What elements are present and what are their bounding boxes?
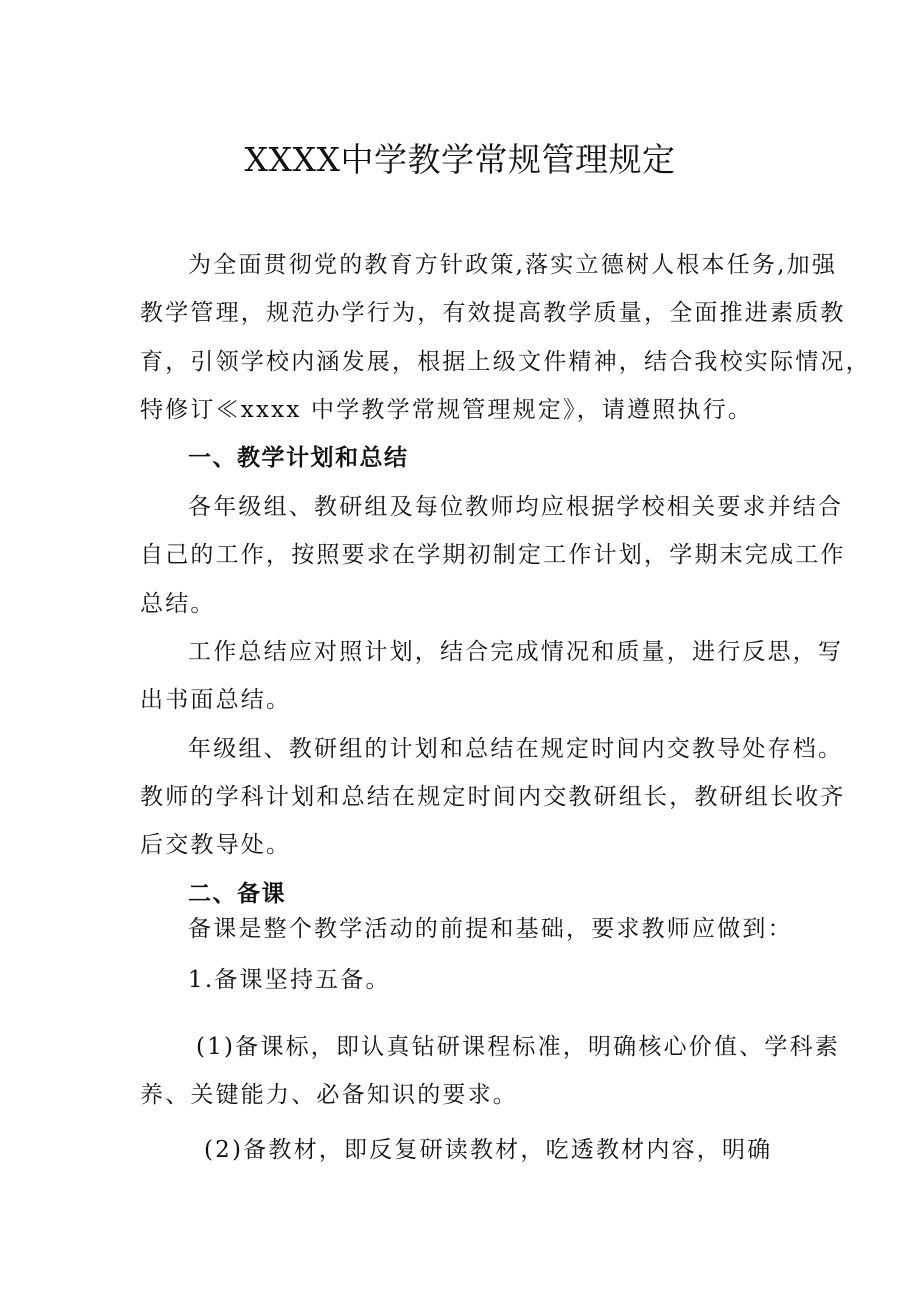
sub-item-line: 养、关键能力、必备知识的要求。 <box>140 1082 518 1108</box>
intro-line: 教学管理，规范办学行为，有效提高教学质量，全面推进素质教 <box>140 300 846 326</box>
paragraph-line: 自己的工作，按照要求在学期初制定工作计划，学期末完成工作 <box>140 542 846 568</box>
list-item: 1.备课坚持五备。 <box>188 967 391 993</box>
paragraph-line: 出书面总结。 <box>140 687 292 713</box>
paragraph-line: 工作总结应对照计划，结合完成情况和质量，进行反思，写 <box>188 639 844 665</box>
paragraph-line: 后交教导处。 <box>140 832 292 858</box>
paragraph-line: 教师的学科计划和总结在规定时间内交教研组长，教研组长收齐 <box>140 784 846 810</box>
paragraph-line: 备课是整个教学活动的前提和基础，要求教师应做到： <box>188 916 793 942</box>
paragraph-line: 各年级组、教研组及每位教师均应根据学校相关要求并结合 <box>188 494 844 520</box>
section-heading: 一、教学计划和总结 <box>188 445 409 471</box>
intro-line: 为全面贯彻党的教育方针政策,落实立德树人根本任务,加强 <box>188 252 838 278</box>
section-heading: 二、备课 <box>188 881 286 907</box>
paragraph-line: 总结。 <box>140 591 216 617</box>
intro-line: 育，引领学校内涵发展，根据上级文件精神，结合我校实际情况， <box>140 349 871 375</box>
paragraph-line: 年级组、教研组的计划和总结在规定时间内交教导处存档。 <box>188 736 844 762</box>
intro-line: 特修订≪xxxx 中学教学常规管理规定》，请遵照执行。 <box>140 397 754 423</box>
sub-item-line: (2)备教材，即反复研读教材，吃透教材内容，明确 <box>204 1137 773 1163</box>
sub-item-line: (1)备课标，即认真钻研课程标准，明确核心价值、学科素 <box>196 1034 840 1060</box>
document-title: XXXX中学教学常规管理规定 <box>244 140 676 179</box>
